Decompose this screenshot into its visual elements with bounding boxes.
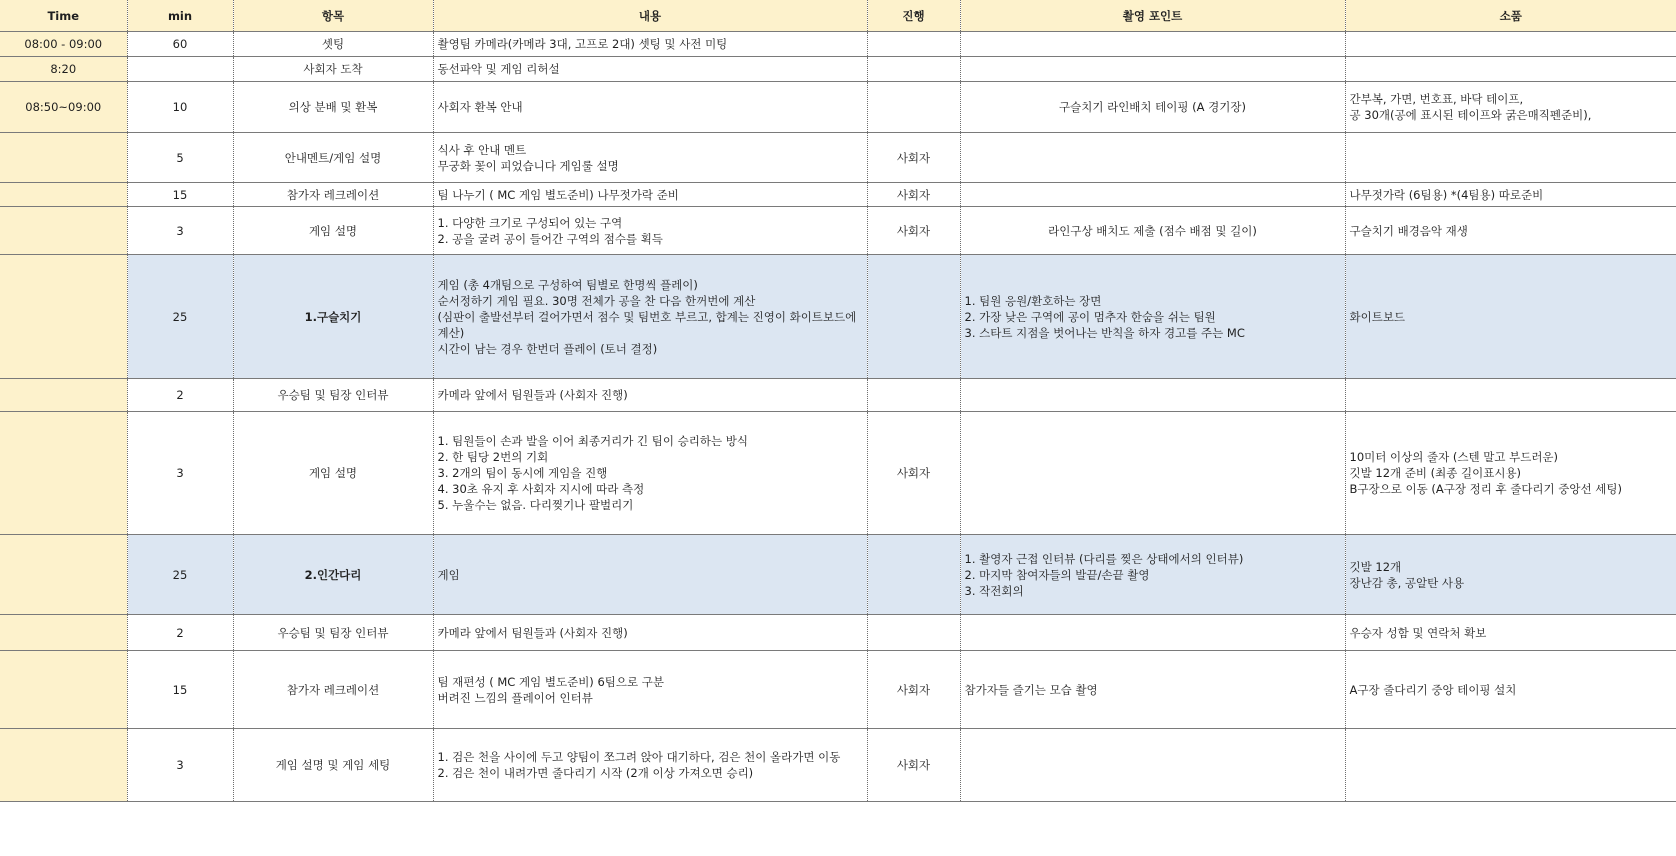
min-cell[interactable] — [127, 57, 233, 82]
time-cell[interactable] — [0, 379, 127, 412]
min-cell[interactable]: 15 — [127, 651, 233, 729]
shooting-point-cell-line: 구슬치기 라인배치 테이핑 (A 경기장) — [1059, 100, 1246, 114]
header-props[interactable]: 소품 — [1345, 0, 1676, 32]
props-cell[interactable] — [1345, 651, 1676, 729]
shooting-point-cell[interactable] — [960, 255, 1345, 379]
time-cell[interactable] — [0, 412, 127, 535]
content-cell[interactable] — [433, 57, 867, 82]
content-cell-line: 카메라 앞에서 팀원들과 (사회자 진행) — [437, 625, 628, 640]
item-cell[interactable]: 1.구슬치기 — [233, 255, 433, 379]
header-progress[interactable]: 진행 — [867, 0, 960, 32]
time-cell[interactable] — [0, 651, 127, 729]
content-cell-line: 카메라 앞에서 팀원들과 (사회자 진행) — [437, 388, 628, 402]
time-cell[interactable] — [0, 183, 127, 207]
props-cell[interactable] — [1345, 615, 1676, 651]
min-cell[interactable]: 25 — [127, 255, 233, 379]
shooting-point-cell-line: 2. 가장 낮은 구역에 공이 멈추자 한숨을 쉬는 팀원 — [964, 309, 1216, 324]
table-row — [0, 57, 1676, 82]
table-row — [0, 615, 1676, 651]
props-cell-line: 구슬치기 배경음악 재생 — [1349, 223, 1468, 238]
time-cell[interactable] — [0, 255, 127, 379]
shooting-point-cell[interactable] — [960, 615, 1345, 651]
shooting-point-cell-line: 라인구상 배치도 제출 (점수 배점 및 길이) — [1048, 223, 1257, 238]
item-cell[interactable]: 의상 분배 및 환복 — [233, 82, 433, 133]
content-cell-line: 5. 누울수는 없음. 다리찢기나 팔벌리기 — [437, 498, 634, 512]
props-cell[interactable] — [1345, 32, 1676, 57]
props-cell-line: A구장 줄다리기 중앙 테이핑 설치 — [1349, 682, 1517, 697]
time-cell[interactable]: 08:00 - 09:00 — [0, 32, 127, 57]
props-cell[interactable] — [1345, 133, 1676, 183]
item-cell[interactable]: 게임 설명 및 게임 세팅 — [233, 729, 433, 802]
time-cell[interactable] — [0, 729, 127, 802]
shooting-point-cell[interactable] — [960, 82, 1345, 133]
min-cell[interactable]: 3 — [127, 729, 233, 802]
props-cell-line: B구장으로 이동 (A구장 정리 후 줄다리기 중앙선 세팅) — [1349, 482, 1622, 496]
content-cell[interactable] — [433, 651, 867, 729]
content-cell[interactable] — [433, 32, 867, 57]
content-cell-line: 팀 재편성 ( MC 게임 별도준비) 6팀으로 구분 — [437, 674, 664, 689]
progress-cell[interactable]: 사회자 — [867, 207, 960, 255]
item-cell[interactable]: 사회자 도착 — [233, 57, 433, 82]
props-cell-line: 나무젓가락 (6팀용) *(4팀용) 따로준비 — [1349, 187, 1544, 202]
progress-cell[interactable] — [867, 615, 960, 651]
content-cell-line: 동선파악 및 게임 리허설 — [437, 62, 560, 76]
content-cell-line: 게임 — [437, 567, 460, 582]
item-cell[interactable]: 셋팅 — [233, 32, 433, 57]
content-cell-line: (심판이 출발선부터 걸어가면서 점수 및 팀번호 부르고, 합계는 진영이 화이트보드에 계산) — [437, 309, 857, 340]
shooting-point-cell-line: 1. 팀원 응원/환호하는 장면 — [964, 293, 1102, 308]
content-cell[interactable] — [433, 133, 867, 183]
table-row — [0, 651, 1676, 729]
props-cell[interactable] — [1345, 82, 1676, 133]
table-row — [0, 412, 1676, 535]
shooting-point-cell-line: 참가자들 즐기는 모습 촬영 — [964, 682, 1098, 697]
props-cell[interactable] — [1345, 379, 1676, 412]
content-cell-line: 4. 30초 유지 후 사회자 지시에 따라 측정 — [437, 482, 645, 496]
item-cell[interactable]: 게임 설명 — [233, 207, 433, 255]
progress-cell[interactable]: 사회자 — [867, 412, 960, 535]
table-row — [0, 729, 1676, 802]
header-content[interactable]: 내용 — [433, 0, 867, 32]
table-row — [0, 82, 1676, 133]
shooting-point-cell[interactable] — [960, 412, 1345, 535]
progress-cell[interactable]: 사회자 — [867, 651, 960, 729]
props-cell-line: 우승자 성함 및 연락처 확보 — [1349, 625, 1487, 640]
shooting-point-cell[interactable] — [960, 729, 1345, 802]
content-cell[interactable] — [433, 615, 867, 651]
content-cell[interactable] — [433, 535, 867, 615]
item-cell[interactable]: 2.인간다리 — [233, 535, 433, 615]
progress-cell[interactable] — [867, 535, 960, 615]
shooting-point-cell[interactable] — [960, 183, 1345, 207]
min-cell[interactable]: 2 — [127, 379, 233, 412]
props-cell-line: 화이트보드 — [1349, 309, 1406, 324]
shooting-point-cell[interactable] — [960, 651, 1345, 729]
shooting-point-cell[interactable] — [960, 535, 1345, 615]
props-cell[interactable] — [1345, 57, 1676, 82]
content-cell-line: 촬영팀 카메라(카메라 3대, 고프로 2대) 셋팅 및 사전 미팅 — [437, 37, 728, 51]
props-cell[interactable] — [1345, 412, 1676, 535]
shooting-point-cell-line: 3. 스타트 지점을 벗어나는 반칙을 하자 경고를 주는 MC — [964, 325, 1245, 340]
content-cell-line: 1. 검은 천을 사이에 두고 양팀이 쪼그려 앉아 대기하다, 검은 천이 올라가면 이동 — [437, 750, 841, 764]
content-cell-line: 순서정하기 게임 필요. 30명 전체가 공을 찬 다음 한꺼번에 계산 — [437, 293, 756, 308]
props-cell[interactable] — [1345, 207, 1676, 255]
content-cell-line: 식사 후 안내 멘트 — [437, 142, 527, 157]
item-cell[interactable]: 참가자 레크레이션 — [233, 651, 433, 729]
header-row — [0, 0, 1676, 32]
time-cell[interactable] — [0, 207, 127, 255]
min-cell[interactable]: 3 — [127, 207, 233, 255]
props-cell-line: 공 30개(공에 표시된 테이프와 굵은매직펜준비), — [1349, 108, 1592, 122]
item-cell[interactable]: 우승팀 및 팀장 인터뷰 — [233, 615, 433, 651]
shooting-point-cell-line: 2. 마지막 참여자들의 발끝/손끝 촬영 — [964, 567, 1150, 582]
table-row — [0, 379, 1676, 412]
time-cell[interactable] — [0, 535, 127, 615]
table-row — [0, 535, 1676, 615]
item-cell[interactable]: 게임 설명 — [233, 412, 433, 535]
content-cell-line: 1. 팀원들이 손과 발을 이어 최종거리가 긴 팀이 승리하는 방식 — [437, 434, 748, 448]
shooting-point-cell-line: 1. 촬영자 근접 인터뷰 (다리를 찢은 상태에서의 인터뷰) — [964, 551, 1244, 566]
header-shooting-point[interactable]: 촬영 포인트 — [960, 0, 1345, 32]
shooting-point-cell[interactable] — [960, 32, 1345, 57]
content-cell-line: 버려진 느낌의 플레이어 인터뷰 — [437, 690, 593, 705]
content-cell[interactable] — [433, 183, 867, 207]
min-cell[interactable]: 2 — [127, 615, 233, 651]
item-cell[interactable]: 참가자 레크레이션 — [233, 183, 433, 207]
content-cell[interactable] — [433, 207, 867, 255]
min-cell[interactable]: 15 — [127, 183, 233, 207]
content-cell[interactable] — [433, 82, 867, 133]
min-cell[interactable]: 3 — [127, 412, 233, 535]
progress-cell[interactable]: 사회자 — [867, 729, 960, 802]
shooting-point-cell[interactable] — [960, 207, 1345, 255]
content-cell[interactable] — [433, 379, 867, 412]
table-row — [0, 133, 1676, 183]
table-row — [0, 32, 1676, 57]
props-cell-line: 10미터 이상의 줄자 (스텐 말고 부드러운) — [1349, 450, 1559, 464]
header-item[interactable]: 항목 — [233, 0, 433, 32]
content-cell-line: 2. 공을 굴려 공이 들어간 구역의 점수를 획득 — [437, 231, 663, 246]
item-cell[interactable]: 우승팀 및 팀장 인터뷰 — [233, 379, 433, 412]
props-cell-line: 간부복, 가면, 번호표, 바닥 테이프, — [1349, 92, 1524, 106]
time-cell[interactable]: 08:50~09:00 — [0, 82, 127, 133]
content-cell-line: 2. 한 팀당 2번의 기회 — [437, 450, 549, 464]
table-row — [0, 255, 1676, 379]
props-cell[interactable] — [1345, 183, 1676, 207]
props-cell[interactable] — [1345, 729, 1676, 802]
time-cell[interactable]: 8:20 — [0, 57, 127, 82]
content-cell-line: 시간이 남는 경우 한번더 플레이 (토너 결정) — [437, 341, 658, 356]
table-row — [0, 207, 1676, 255]
item-cell[interactable]: 안내멘트/게임 설명 — [233, 133, 433, 183]
progress-cell[interactable] — [867, 57, 960, 82]
min-cell[interactable]: 5 — [127, 133, 233, 183]
min-cell[interactable]: 60 — [127, 32, 233, 57]
props-cell[interactable] — [1345, 255, 1676, 379]
content-cell[interactable] — [433, 729, 867, 802]
shooting-point-cell[interactable] — [960, 379, 1345, 412]
content-cell-line: 사회자 환복 안내 — [437, 100, 523, 114]
content-cell-line: 3. 2개의 팀이 동시에 게임을 진행 — [437, 466, 608, 480]
time-cell[interactable] — [0, 133, 127, 183]
props-cell-line: 깃발 12개 — [1349, 559, 1402, 574]
progress-cell[interactable] — [867, 82, 960, 133]
props-cell-line: 깃발 12개 준비 (최종 길이표시용) — [1349, 466, 1522, 480]
content-cell-line: 무궁화 꽃이 피었습니다 게임룰 설명 — [437, 158, 619, 173]
min-cell[interactable]: 25 — [127, 535, 233, 615]
progress-cell[interactable] — [867, 32, 960, 57]
shooting-point-cell[interactable] — [960, 57, 1345, 82]
progress-cell[interactable] — [867, 379, 960, 412]
time-cell[interactable] — [0, 615, 127, 651]
props-cell[interactable] — [1345, 535, 1676, 615]
header-min[interactable]: min — [127, 0, 233, 32]
table-row — [0, 183, 1676, 207]
props-cell-line: 장난감 총, 공알탄 사용 — [1349, 575, 1465, 590]
header-time[interactable]: Time — [0, 0, 127, 32]
content-cell-line: 2. 검은 천이 내려가면 줄다리기 시작 (2개 이상 가져오면 승리) — [437, 766, 754, 780]
content-cell[interactable] — [433, 412, 867, 535]
min-cell[interactable]: 10 — [127, 82, 233, 133]
content-cell[interactable] — [433, 255, 867, 379]
shooting-point-cell[interactable] — [960, 133, 1345, 183]
progress-cell[interactable] — [867, 255, 960, 379]
content-cell-line: 팀 나누기 ( MC 게임 별도준비) 나무젓가락 준비 — [437, 187, 679, 202]
shooting-point-cell-line: 3. 작전회의 — [964, 583, 1024, 598]
content-cell-line: 1. 다양한 크기로 구성되어 있는 구역 — [437, 215, 623, 230]
content-cell-line: 게임 (총 4개팀으로 구성하여 팀별로 한명씩 플레이) — [437, 277, 698, 292]
progress-cell[interactable]: 사회자 — [867, 183, 960, 207]
progress-cell[interactable]: 사회자 — [867, 133, 960, 183]
